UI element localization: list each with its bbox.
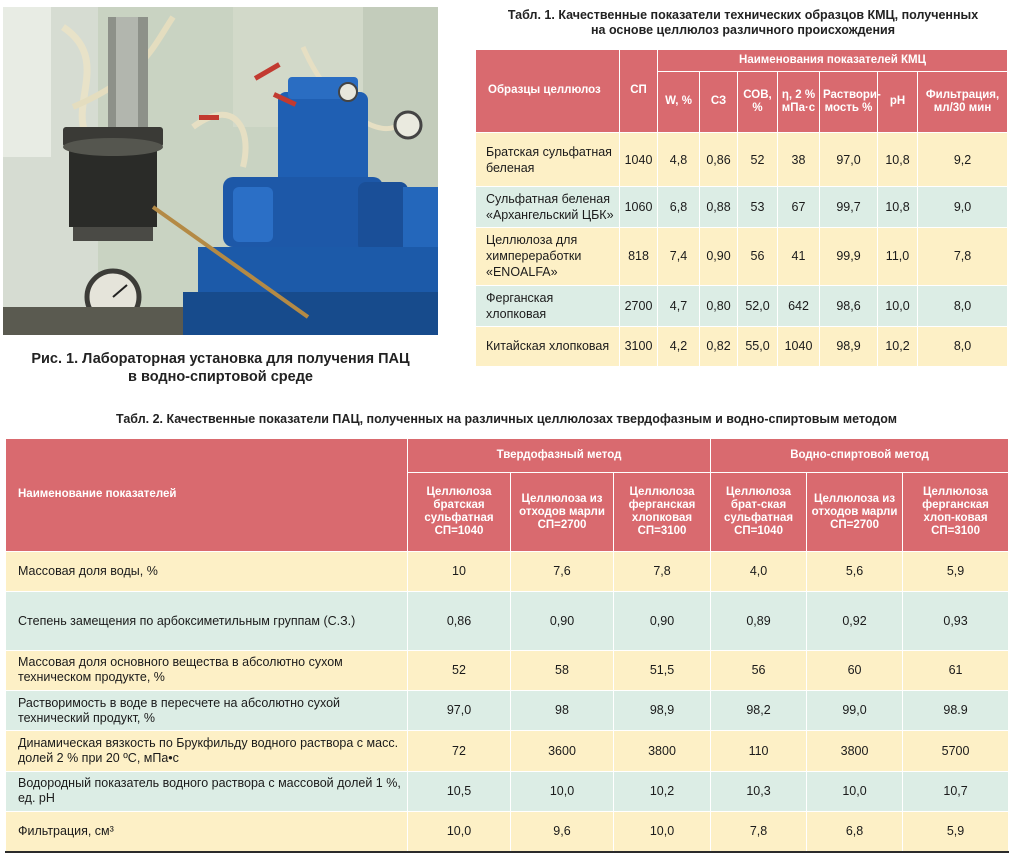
table1-cell: 52 (738, 132, 778, 187)
table2-cell: 98,9 (614, 691, 711, 731)
table2-header-col: Целлюлоза ферганская хлоп-ковая СП=3100 (903, 473, 1009, 552)
table1-cell: 99,9 (820, 227, 878, 286)
table1-cell: 7,8 (918, 227, 1008, 286)
table1-cell: 6,8 (658, 187, 700, 227)
table2-cell: 10,0 (614, 812, 711, 852)
table1-cell: 56 (738, 227, 778, 286)
table-row (6, 691, 1009, 731)
table2-cell: 98.9 (903, 691, 1009, 731)
table1-cell: 10,0 (878, 286, 918, 326)
table1-cell: 98,9 (820, 326, 878, 366)
table2-cell: 98 (511, 691, 614, 731)
table1-header-samples: Образцы целлюлоз (476, 50, 620, 133)
table2-cell: 52 (408, 650, 511, 690)
table2-row-name: Массовая доля основного вещества в абсолютно сухом техническом продукте, % (6, 650, 408, 690)
table2-row-name: Массовая доля воды, % (6, 551, 408, 591)
table1-cell: 0,88 (700, 187, 738, 227)
figure-caption-line2: в водно-спиртовой среде (128, 369, 313, 385)
table2-header-col: Целлюлоза из отходов марли СП=2700 (511, 473, 614, 552)
table1-cell: 4,7 (658, 286, 700, 326)
table2-header-name: Наименование показателей (6, 439, 408, 552)
table2-cell: 110 (711, 731, 807, 771)
table2-header-method1: Твердофазный метод (408, 439, 711, 473)
table2-header-method2: Водно-спиртовой метод (711, 439, 1009, 473)
table2-cell: 0,93 (903, 592, 1009, 650)
table2-cell: 7,8 (711, 812, 807, 852)
table1-cell: 642 (778, 286, 820, 326)
table1-cell: 11,0 (878, 227, 918, 286)
table1-row-name: Целлюлоза для химпереработки «ENOALFA» (476, 227, 620, 286)
table2-cell: 5,9 (903, 551, 1009, 591)
table2-cell: 3800 (807, 731, 903, 771)
table1-cell: 1040 (778, 326, 820, 366)
table-row (6, 592, 1009, 650)
table1-row-name: Сульфатная беленая «Архангельский ЦБК» (476, 187, 620, 227)
table2-cell: 6,8 (807, 812, 903, 852)
table-row (6, 771, 1009, 811)
figure-caption (3, 350, 438, 386)
table2-cell: 5,6 (807, 551, 903, 591)
table1-header-col: η, 2 % мПа·с (778, 72, 820, 133)
table1-cell: 1060 (620, 187, 658, 227)
table2-cell: 7,8 (614, 551, 711, 591)
table1-cell: 0,80 (700, 286, 738, 326)
table2-cell: 72 (408, 731, 511, 771)
table1-cell: 10,8 (878, 132, 918, 187)
table1-header-col: СЗ (700, 72, 738, 133)
table-row (6, 650, 1009, 690)
table1-header-col: Фильтрация, мл/30 мин (918, 72, 1008, 133)
table1-caption (478, 8, 1008, 38)
table2-cell: 0,89 (711, 592, 807, 650)
table1-cell: 99,7 (820, 187, 878, 227)
table1 (475, 49, 1008, 367)
table2-cell: 10,3 (711, 771, 807, 811)
table2-header-col: Целлюлоза братская сульфатная СП=1040 (408, 473, 511, 552)
table2-cell: 60 (807, 650, 903, 690)
table1-cell: 38 (778, 132, 820, 187)
table1-cell: 55,0 (738, 326, 778, 366)
table2-cell: 10,7 (903, 771, 1009, 811)
table-row (476, 286, 1008, 326)
table1-row-name: Ферганская хлопковая (476, 286, 620, 326)
table2-cell: 10,0 (511, 771, 614, 811)
table1-header-col: W, % (658, 72, 700, 133)
table2-cell: 10,0 (408, 812, 511, 852)
table1-cell: 0,90 (700, 227, 738, 286)
table2-cell: 98,2 (711, 691, 807, 731)
table1-cell: 41 (778, 227, 820, 286)
table1-cell: 4,2 (658, 326, 700, 366)
table-row (6, 551, 1009, 591)
table1-row-name: Китайская хлопковая (476, 326, 620, 366)
table2-cell: 0,86 (408, 592, 511, 650)
table2-cell: 0,90 (614, 592, 711, 650)
table-row (476, 227, 1008, 286)
table2-cell: 0,90 (511, 592, 614, 650)
table1-cell: 8,0 (918, 286, 1008, 326)
table2-cell: 10,5 (408, 771, 511, 811)
table1-cell: 7,4 (658, 227, 700, 286)
table1-cell: 53 (738, 187, 778, 227)
table2-cell: 5700 (903, 731, 1009, 771)
table2-cell: 97,0 (408, 691, 511, 731)
table1-cell: 4,8 (658, 132, 700, 187)
table2-row-name: Динамическая вязкость по Брукфильду водного раствора с масс. долей 2 % при 20 ºС, мПа•с (6, 731, 408, 771)
table2-cell: 9,6 (511, 812, 614, 852)
table1-cell: 10,8 (878, 187, 918, 227)
table1-header-group: Наименования показателей КМЦ (658, 50, 1008, 72)
table1-header-sp: СП (620, 50, 658, 133)
table2-row-name: Фильтрация, см³ (6, 812, 408, 852)
table1-header-col: СОВ, % (738, 72, 778, 133)
table1-cell: 98,6 (820, 286, 878, 326)
table2 (5, 438, 1009, 853)
table1-cell: 818 (620, 227, 658, 286)
table1-header-col: pH (878, 72, 918, 133)
table2-row-name: Водородный показатель водного раствора с массовой долей 1 %, ед. рН (6, 771, 408, 811)
table2-cell: 56 (711, 650, 807, 690)
table1-header-col: Раствори-мость % (820, 72, 878, 133)
table2-cell: 51,5 (614, 650, 711, 690)
table1-cell: 9,2 (918, 132, 1008, 187)
table-row (476, 187, 1008, 227)
table1-cell: 3100 (620, 326, 658, 366)
table1-caption-line1: Табл. 1. Качественные показатели технических образцов КМЦ, полученных (507, 8, 979, 22)
table1-cell: 67 (778, 187, 820, 227)
table1-cell: 52,0 (738, 286, 778, 326)
table1-cell: 2700 (620, 286, 658, 326)
laboratory-apparatus-photo (3, 7, 438, 335)
table-row (6, 812, 1009, 852)
table2-cell: 61 (903, 650, 1009, 690)
table1-cell: 1040 (620, 132, 658, 187)
table1-row-name: Братская сульфатная беленая (476, 132, 620, 187)
table2-cell: 3600 (511, 731, 614, 771)
figure-caption-line1: Рис. 1. Лабораторная установка для получения ПАЦ (31, 351, 410, 367)
table1-cell: 9,0 (918, 187, 1008, 227)
table2-cell: 10 (408, 551, 511, 591)
table2-row-name: Степень замещения по арбоксиметильным группам (С.З.) (6, 592, 408, 650)
table2-cell: 0,92 (807, 592, 903, 650)
table2-cell: 5,9 (903, 812, 1009, 852)
table1-cell: 8,0 (918, 326, 1008, 366)
table2-cell: 10,2 (614, 771, 711, 811)
table2-header-col: Целлюлоза брат-ская сульфатная СП=1040 (711, 473, 807, 552)
table-row (6, 731, 1009, 771)
table2-cell: 3800 (614, 731, 711, 771)
table2-header-col: Целлюлоза из отходов марли СП=2700 (807, 473, 903, 552)
table1-caption-line2: на основе целлюлоз различного происхождения (590, 23, 896, 37)
table2-cell: 58 (511, 650, 614, 690)
table-row (476, 132, 1008, 187)
table2-cell: 99,0 (807, 691, 903, 731)
table1-cell: 0,82 (700, 326, 738, 366)
table2-caption: Табл. 2. Качественные показатели ПАЦ, полученных на различных целлюлозах твердофазным и водно-спиртовым методом (116, 412, 897, 426)
table1-cell: 0,86 (700, 132, 738, 187)
table2-row-name: Растворимость в воде в пересчете на абсолютно сухой технический продукт, % (6, 691, 408, 731)
table1-cell: 97,0 (820, 132, 878, 187)
table-row (476, 326, 1008, 366)
table2-header-col: Целлюлоза ферганская хлопковая СП=3100 (614, 473, 711, 552)
table2-cell: 7,6 (511, 551, 614, 591)
table2-cell: 4,0 (711, 551, 807, 591)
table2-cell: 10,0 (807, 771, 903, 811)
table1-cell: 10,2 (878, 326, 918, 366)
